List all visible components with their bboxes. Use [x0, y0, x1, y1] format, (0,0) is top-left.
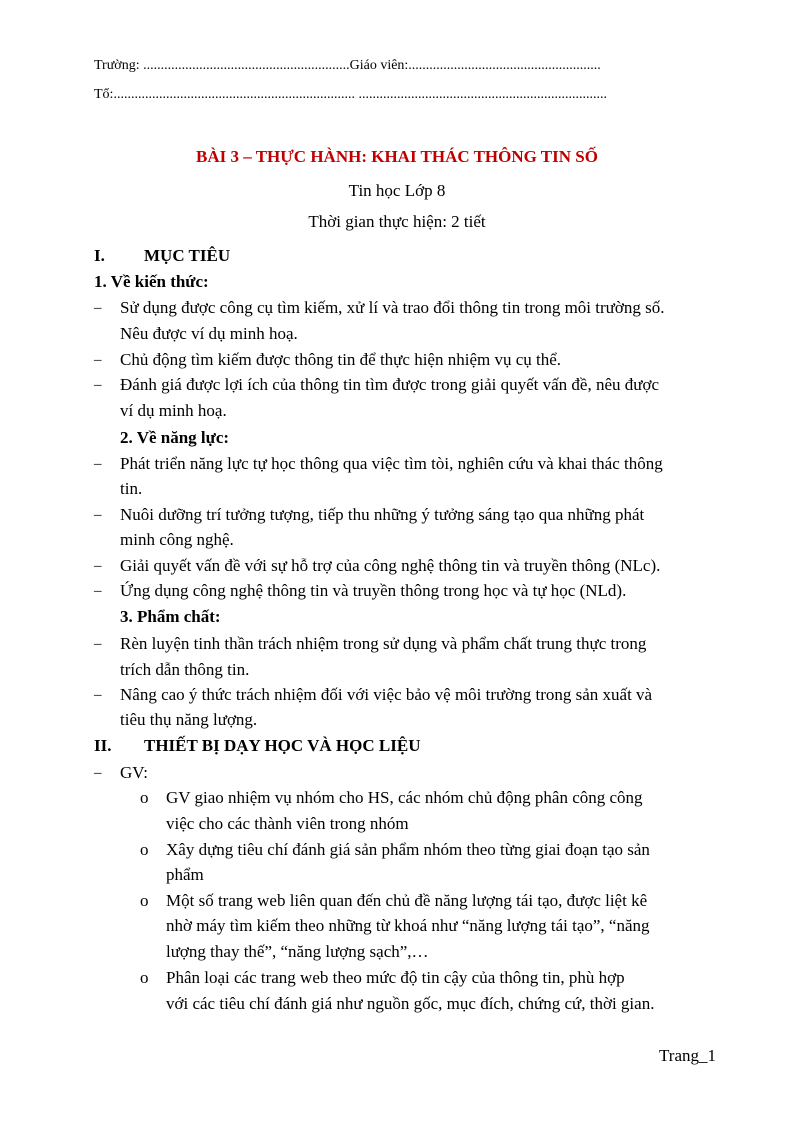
list-item: Sử dụng được công cụ tìm kiếm, xử lí và trao đổi thông tin trong môi trường số.: [120, 298, 665, 317]
page-title: BÀI 3 – THỰC HÀNH: KHAI THÁC THÔNG TIN SỐ: [196, 147, 598, 166]
section-2-number: II.: [94, 736, 112, 755]
bullet-dash: –: [94, 687, 102, 703]
list-item: Chủ động tìm kiếm được thông tin để thực hiện nhiệm vụ cụ thể.: [120, 350, 562, 369]
section-1-title: MỤC TIÊU: [144, 246, 231, 265]
bullet-dash: –: [94, 456, 102, 472]
bullet-dash: –: [94, 352, 102, 368]
bullet-dash: –: [94, 300, 102, 316]
list-item: GV giao nhiệm vụ nhóm cho HS, các nhóm chủ động phân công công: [166, 788, 643, 807]
duration-line: Thời gian thực hiện: 2 tiết: [308, 212, 486, 231]
list-item-cont: nhờ máy tìm kiếm theo những từ khoá như “năng lượng tái tạo”, “năng: [166, 916, 650, 935]
section-1-number: I.: [94, 246, 105, 265]
list-item: Nuôi dưỡng trí tưởng tượng, tiếp thu những ý tưởng sáng tạo qua những phát: [120, 505, 645, 524]
knowledge-heading: 1. Về kiến thức:: [94, 272, 209, 291]
bullet-dash: –: [94, 636, 102, 652]
list-item: Phân loại các trang web theo mức độ tin cậy của thông tin, phù hợp: [166, 968, 625, 987]
list-item: Một số trang web liên quan đến chủ đề năng lượng tái tạo, được liệt kê: [166, 891, 648, 910]
list-item-cont: ví dụ minh hoạ.: [120, 401, 227, 420]
list-item-cont: trích dẫn thông tin.: [120, 660, 250, 679]
list-item-cont: phẩm: [166, 865, 204, 884]
page-number: Trang_1: [659, 1046, 716, 1065]
bullet-circle: o: [140, 968, 149, 987]
subject-line: Tin học Lớp 8: [348, 181, 446, 200]
list-item-cont: tiêu thụ năng lượng.: [120, 710, 258, 729]
bullet-dash: –: [94, 377, 102, 393]
list-item: Nâng cao ý thức trách nhiệm đối với việc bảo vệ môi trường trong sản xuất và: [120, 685, 653, 704]
list-item-cont: tin.: [120, 479, 143, 498]
list-item: Giải quyết vấn đề với sự hỗ trợ của công nghệ thông tin và truyền thông (NLc).: [120, 556, 661, 575]
list-item: Đánh giá được lợi ích của thông tin tìm được trong giải quyết vấn đề, nêu được: [120, 375, 660, 394]
list-item-cont: minh công nghệ.: [120, 530, 234, 549]
list-item-cont: lượng thay thế”, “năng lượng sạch”,…: [166, 942, 429, 961]
list-item: Xây dựng tiêu chí đánh giá sản phẩm nhóm theo từng giai đoạn tạo sản: [166, 840, 650, 859]
list-item-cont: với các tiêu chí đánh giá như nguồn gốc, mục đích, chứng cứ, thời gian.: [166, 994, 655, 1013]
header-to: Tổ:..................................................................... .......................................................................: [94, 87, 607, 102]
bullet-dash: –: [94, 765, 102, 781]
ability-heading: 2. Về năng lực:: [120, 428, 230, 447]
list-item-cont: việc cho các thành viên trong nhóm: [166, 814, 409, 833]
list-item: Ứng dụng công nghệ thông tin và truyền thông trong học và tự học (NLd).: [120, 581, 627, 600]
list-item: Rèn luyện tinh thần trách nhiệm trong sử dụng và phẩm chất trung thực trong: [120, 634, 647, 653]
bullet-dash: –: [94, 583, 102, 599]
section-2-title: THIẾT BỊ DẠY HỌC VÀ HỌC LIỆU: [144, 736, 421, 755]
bullet-dash: –: [94, 507, 102, 523]
gv-label: GV:: [120, 763, 149, 782]
bullet-circle: o: [140, 788, 149, 807]
bullet-circle: o: [140, 891, 149, 910]
list-item-cont: Nêu được ví dụ minh hoạ.: [120, 324, 298, 343]
list-item: Phát triển năng lực tự học thông qua việc tìm tòi, nghiên cứu và khai thác thông: [120, 454, 663, 473]
bullet-dash: –: [94, 558, 102, 574]
bullet-circle: o: [140, 840, 149, 859]
header-truong: Trường: ...........................................................Giáo viên:.......................................................: [94, 58, 601, 73]
quality-heading: 3. Phẩm chất:: [120, 607, 221, 626]
